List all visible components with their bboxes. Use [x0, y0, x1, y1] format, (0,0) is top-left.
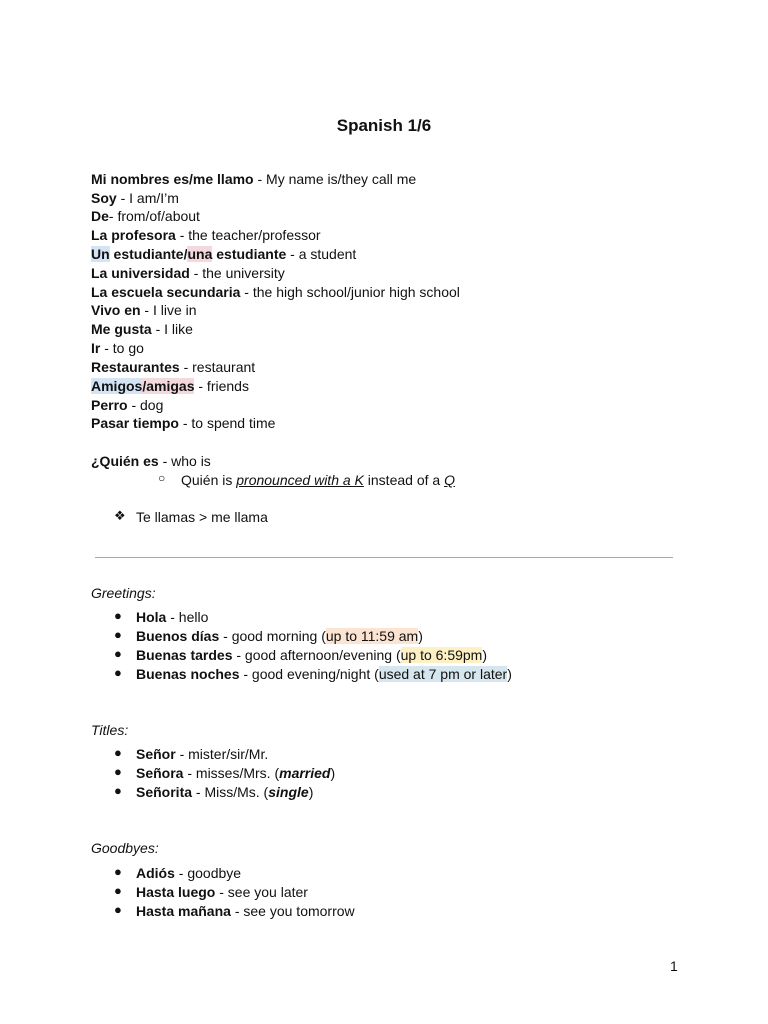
vocab-def: - to spend time — [178, 415, 276, 431]
item-def: - good morning ( — [219, 628, 326, 644]
horizontal-divider — [95, 557, 673, 558]
item-def: - see you later — [215, 884, 308, 900]
vocab-line — [91, 358, 255, 376]
vocab-def: - I like — [151, 321, 193, 337]
vocab-term: La universidad — [91, 265, 190, 281]
vocab-term: De — [91, 208, 109, 224]
bullet-icon: ● — [114, 646, 122, 661]
vocab-term: Soy — [91, 190, 117, 206]
vocab-def: - who is — [158, 453, 211, 469]
bullet-icon: ● — [114, 608, 122, 623]
vocab-line — [91, 170, 416, 188]
note-emphasis: pronounced with a K — [236, 472, 364, 488]
item-tail: ) — [482, 647, 488, 663]
term-part: / — [142, 378, 147, 394]
diamond-note: Te llamas > me llama — [136, 509, 268, 525]
vocab-line — [91, 264, 285, 282]
vocab-term: Vivo en — [91, 302, 141, 318]
highlight-yellow: up to 6:59pm — [400, 647, 483, 663]
bullet-icon: ● — [114, 783, 122, 798]
vocab-term: ¿Quién es — [91, 453, 159, 469]
list-item — [136, 745, 268, 763]
item-tail: ) — [418, 628, 423, 644]
vocab-term: La profesora — [91, 227, 176, 243]
item-def: - good afternoon/evening ( — [232, 647, 401, 663]
section-heading-greetings: Greetings: — [91, 585, 156, 601]
term-part: estudiante/ — [109, 246, 188, 262]
note-text: instead of a — [363, 472, 445, 488]
bullet-icon: ● — [114, 627, 122, 642]
vocab-def: - friends — [194, 378, 249, 394]
vocab-term: Pasar tiempo — [91, 415, 179, 431]
item-tail: ) — [308, 784, 314, 800]
vocab-term: Perro — [91, 397, 128, 413]
item-term: Adiós — [136, 865, 175, 881]
section-heading-titles: Titles: — [91, 722, 129, 738]
highlight-orange: up to 11:59 am — [325, 628, 419, 644]
note-text: Quién is — [181, 472, 237, 488]
vocab-line — [91, 377, 249, 395]
vocab-term: Restaurantes — [91, 359, 180, 375]
bullet-icon: ● — [114, 764, 122, 779]
vocab-line — [91, 245, 356, 263]
vocab-line — [91, 301, 197, 319]
item-term: Buenos días — [136, 628, 220, 644]
bullet-icon: ● — [114, 665, 122, 680]
item-def: - misses/Mrs. ( — [183, 765, 280, 781]
vocab-def: - from/of/about — [108, 208, 200, 224]
vocab-line — [91, 226, 321, 244]
list-item — [136, 646, 487, 664]
highlight-blue: Un — [91, 246, 110, 262]
item-def: - goodbye — [174, 865, 242, 881]
vocab-term: La escuela secundaria — [91, 284, 241, 300]
list-item — [136, 627, 423, 645]
highlight-pink: una — [187, 246, 213, 262]
item-term: Señor — [136, 746, 176, 762]
vocab-line — [91, 414, 275, 432]
list-item — [136, 764, 335, 782]
vocab-term — [91, 246, 286, 262]
vocab-line — [91, 320, 193, 338]
page-title: Spanish 1/6 — [336, 116, 432, 135]
vocab-def: - a student — [286, 246, 357, 262]
term-part: estudiante — [212, 246, 287, 262]
vocab-def: - the university — [189, 265, 285, 281]
vocab-line — [91, 189, 179, 207]
list-item — [136, 883, 308, 901]
vocab-line — [91, 396, 163, 414]
quien-note — [181, 471, 455, 489]
item-tail: ) — [330, 765, 336, 781]
item-def: - see you tomorrow — [230, 903, 355, 919]
bullet-icon: ● — [114, 864, 122, 879]
item-emphasis: single — [268, 784, 309, 800]
highlight-teal: used at 7 pm or later — [378, 666, 508, 682]
item-term: Hasta luego — [136, 884, 216, 900]
hollow-bullet-icon: ○ — [158, 471, 166, 485]
vocab-def: - My name is/they call me — [253, 171, 417, 187]
item-def: - Miss/Ms. ( — [192, 784, 269, 800]
vocab-term — [91, 378, 194, 394]
item-term: Hola — [136, 609, 167, 625]
item-def: - mister/sir/Mr. — [175, 746, 269, 762]
vocab-def: - I am/I’m — [116, 190, 179, 206]
vocab-def: - the teacher/professor — [175, 227, 321, 243]
section-heading-goodbyes: Goodbyes: — [91, 840, 159, 856]
bullet-icon: ● — [114, 902, 122, 917]
vocab-def: - dog — [127, 397, 164, 413]
vocab-def: - to go — [100, 340, 144, 356]
item-emphasis: married — [279, 765, 331, 781]
bullet-icon: ● — [114, 883, 122, 898]
list-item — [136, 864, 241, 882]
list-item — [136, 783, 313, 801]
page-number: 1 — [670, 958, 678, 974]
vocab-term: Ir — [91, 340, 101, 356]
vocab-def: - the high school/junior high school — [240, 284, 460, 300]
vocab-def: - restaurant — [179, 359, 256, 375]
item-term: Buenas tardes — [136, 647, 233, 663]
vocab-line — [91, 339, 144, 357]
item-def: - good evening/night ( — [239, 666, 379, 682]
item-def: - hello — [166, 609, 209, 625]
list-item — [136, 665, 512, 683]
list-item — [136, 902, 355, 920]
bullet-icon: ● — [114, 745, 122, 760]
vocab-line — [91, 283, 460, 301]
item-term: Hasta mañana — [136, 903, 231, 919]
vocab-term: Mi nombres es/me llamo — [91, 171, 254, 187]
vocab-line — [91, 207, 200, 225]
item-term: Señorita — [136, 784, 193, 800]
item-term: Buenas noches — [136, 666, 240, 682]
highlight-pink: amigas — [146, 378, 195, 394]
item-term: Señora — [136, 765, 184, 781]
diamond-bullet-icon: ❖ — [114, 508, 126, 523]
vocab-term: Me gusta — [91, 321, 152, 337]
highlight-blue: Amigos — [91, 378, 143, 394]
quien-line — [91, 452, 211, 470]
item-tail: ) — [507, 666, 512, 682]
note-q: Q — [444, 472, 455, 488]
list-item — [136, 608, 208, 626]
vocab-def: - I live in — [140, 302, 197, 318]
